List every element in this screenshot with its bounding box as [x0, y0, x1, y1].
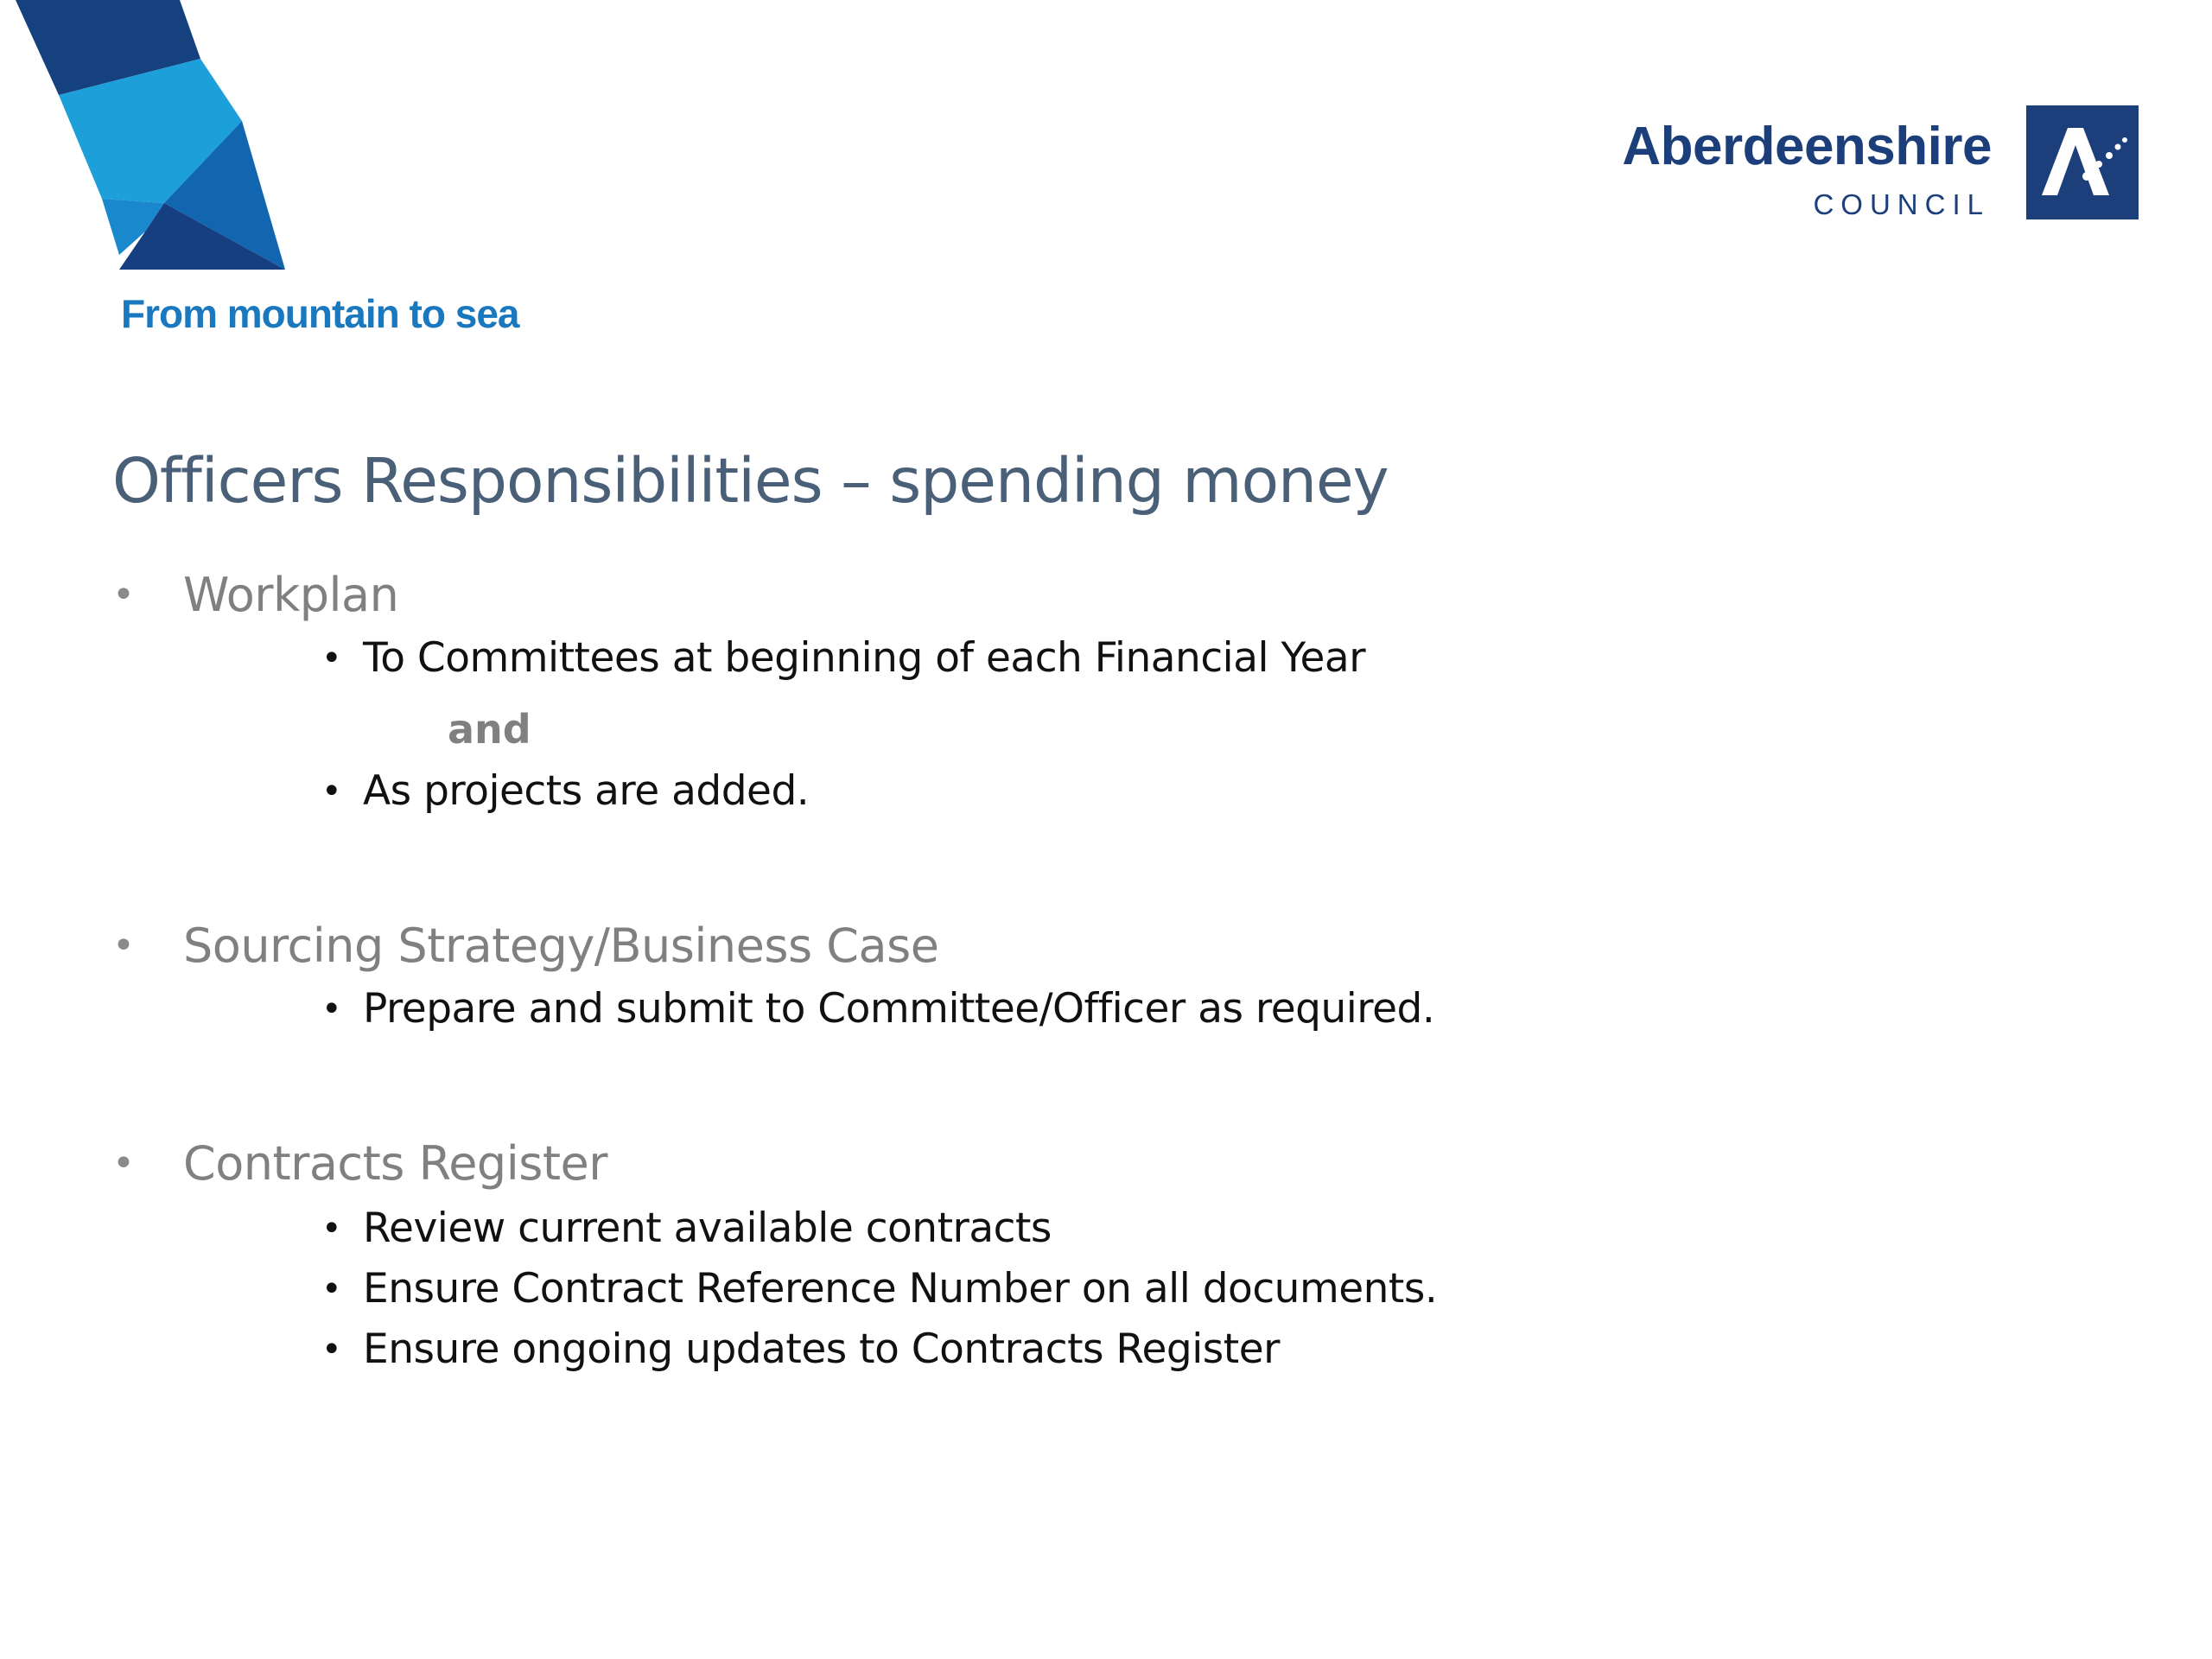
bullet-icon: • [321, 1330, 342, 1370]
list-item-text: Ensure Contract Reference Number on all documents. [363, 1265, 1438, 1313]
bullet-icon: • [321, 1269, 342, 1309]
section-heading-text: Contracts Register [183, 1136, 607, 1191]
section-heading-text: Sourcing Strategy/Business Case [183, 918, 939, 973]
council-subtitle: COUNCIL [1813, 188, 1990, 220]
bullet-icon: • [112, 1141, 135, 1185]
tagline: From mountain to sea [121, 291, 519, 336]
bullet-icon: • [321, 772, 342, 811]
list-item-text: Review current available contracts [363, 1205, 1052, 1252]
council-name: Aberdeenshire [1622, 117, 1992, 176]
list-item-text: To Committees at beginning of each Financial Year [363, 634, 1366, 682]
section-heading-text: Workplan [183, 568, 399, 622]
slide-title: Officers Responsibilities – spending money [112, 445, 1389, 517]
bullet-icon: • [112, 573, 135, 617]
bullet-icon: • [321, 989, 342, 1029]
list-item-text: Ensure ongoing updates to Contracts Register [363, 1325, 1280, 1373]
connector-text: and [448, 706, 531, 753]
list-item-text: As projects are added. [363, 767, 810, 815]
bullet-icon: • [321, 639, 342, 678]
bullet-icon: • [321, 1209, 342, 1249]
list-item-text: Prepare and submit to Committee/Officer as required. [363, 985, 1435, 1033]
bullet-icon: • [112, 924, 135, 968]
